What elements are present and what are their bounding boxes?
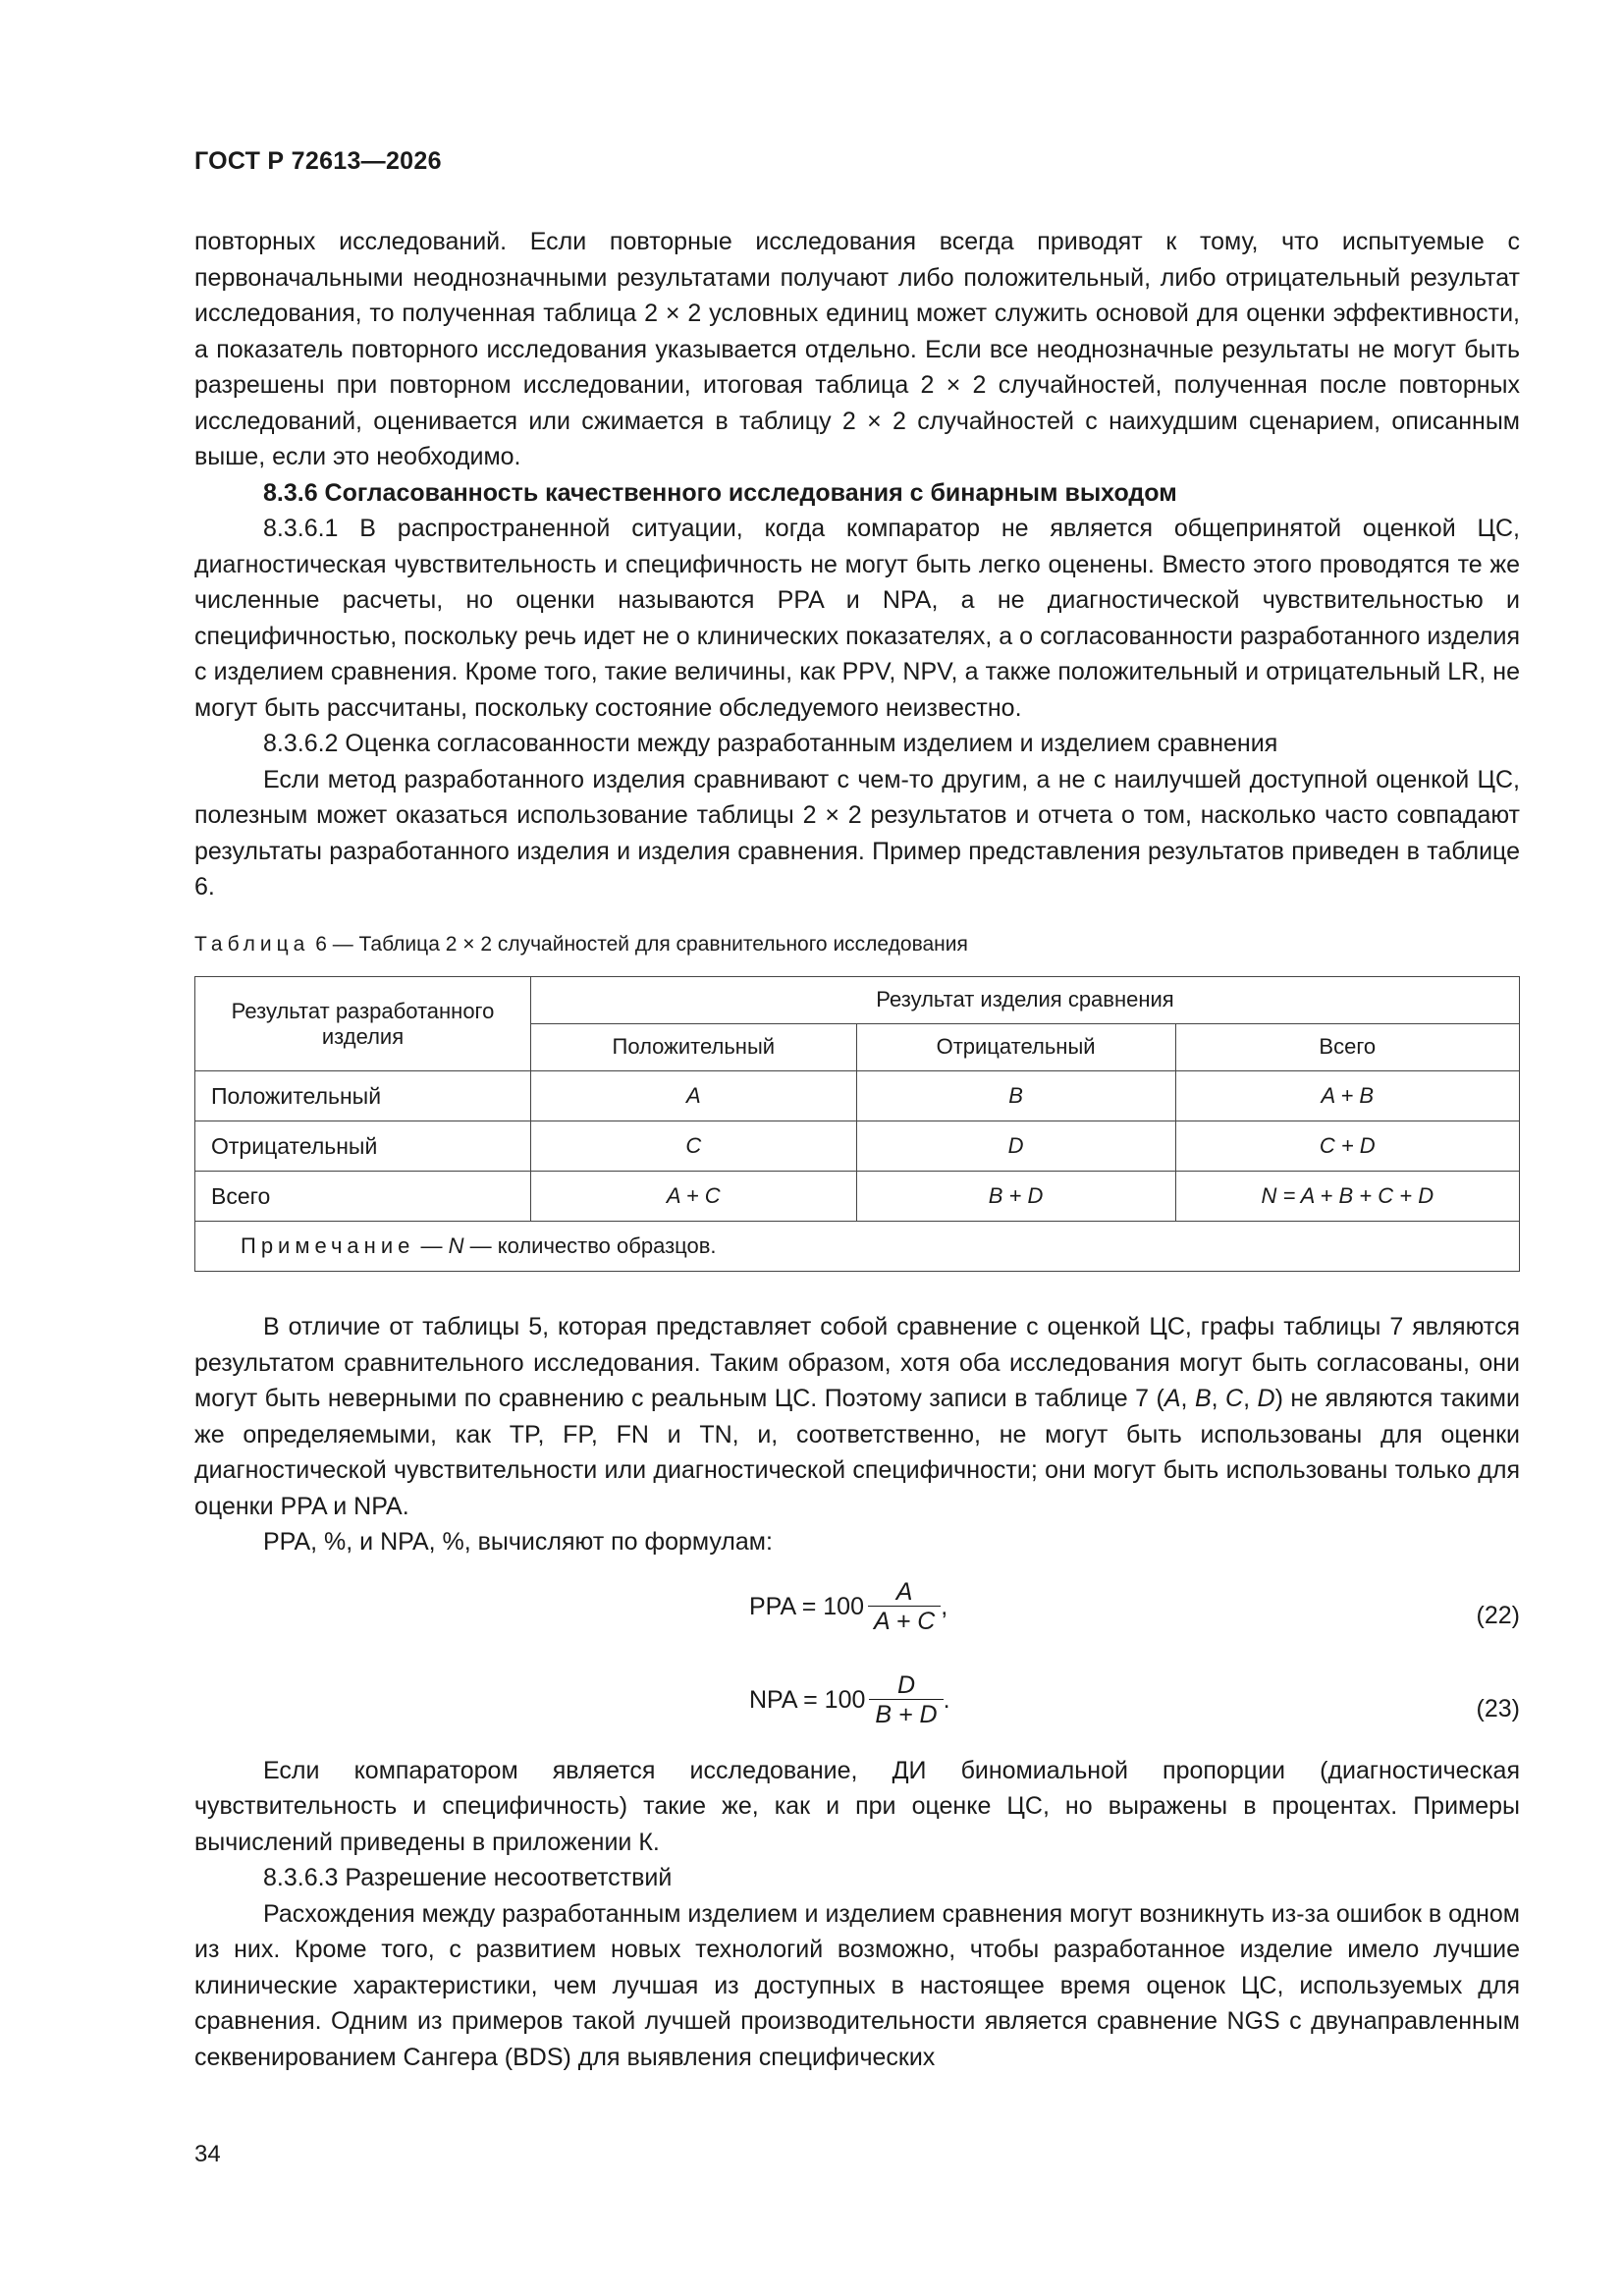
table-col-header-negative: Отрицательный bbox=[856, 1024, 1175, 1071]
formula-ppa bbox=[194, 1560, 1520, 1654]
paragraph-formulas-intro: PPA, %, и NPA, %, вычисляют по формулам: bbox=[263, 1528, 773, 1556]
table-note-text: — количество образцов. bbox=[463, 1232, 717, 1258]
table-cell: N = A + B + C + D bbox=[1175, 1172, 1519, 1222]
contingency-table bbox=[194, 976, 1520, 1272]
formula-number: (23) bbox=[1476, 1694, 1520, 1722]
paragraph-8-3-6-2: Если метод разработанного изделия сравнивают с чем-то другим, а не с наилучшей доступной оценкой ЦС, полезным может оказаться использование таблицы 2 × 2 результатов и отчета о том, насколько часто совпадают результаты разработанного изделия и изделия сравнения. Пример представления результатов приведен в таблице 6. bbox=[194, 765, 1520, 901]
formula-lhs: PPA = 100 bbox=[749, 1592, 864, 1620]
table-col-header-total: Всего bbox=[1175, 1024, 1519, 1071]
document-code-header: ГОСТ Р 72613—2026 bbox=[194, 147, 442, 175]
formula-fraction bbox=[868, 1578, 941, 1636]
formula-denominator: A + C bbox=[868, 1606, 941, 1636]
formula-tail: , bbox=[941, 1592, 948, 1620]
page-body bbox=[194, 224, 1520, 2075]
section-heading-8-3-6: 8.3.6 Согласованность качественного исследования с бинарным выходом bbox=[263, 478, 1177, 507]
table-row-label: Всего bbox=[195, 1172, 531, 1222]
paragraph: повторных исследований. Если повторные исследования всегда приводят к тому, что испытуемые с первоначальными неоднозначными результатами получают либо положительный, либо отрицательный результат исследования, то полученная таблица 2 × 2 условных единиц может служить основой для оценки эффективности, а показатель повторного исследования указывается отдельно. Если все неоднозначные результаты не могут быть разрешены при повторном исследовании, итоговая таблица 2 × 2 случайностей, полученная после повторных исследований, оценивается или сжимается в таблицу 2 × 2 случайностей с наихудшим сценарием, описанным выше, если это необходимо. bbox=[194, 228, 1520, 470]
table-cell: B + D bbox=[856, 1172, 1175, 1222]
formula-lhs: NPA = 100 bbox=[749, 1685, 866, 1714]
table-col-header-positive: Положительный bbox=[531, 1024, 857, 1071]
paragraph-comparator: Если компаратором является исследование, ДИ биномиальной пропорции (диагностическая чувствительность и специфичность) такие же, как и при оценке ЦС, но выражены в процентах. Примеры вычислений приведены в приложении К. bbox=[194, 1756, 1520, 1856]
table-row bbox=[195, 1121, 1520, 1172]
table-note-var: N bbox=[448, 1232, 464, 1258]
table-cell: A + C bbox=[531, 1172, 857, 1222]
table-row bbox=[195, 1071, 1520, 1121]
paragraph-table-comparison: В отличие от таблицы 5, которая представляет собой сравнение с оценкой ЦС, графы таблицы 7 являются результатом сравнительного исследования. Таким образом, хотя оба исследования могут быть согласованы, они могут быть неверными по сравнению с реальным ЦС. Поэтому записи в таблице 7 (A, B, C, D) не являются такими же определяемыми, как TP, FP, FN и TN, и, соответственно, не могут быть использованы для оценки диагностической чувствительности или диагностической специфичности; они могут быть использованы только для оценки PPA и NPA. bbox=[194, 1313, 1520, 1520]
table-caption-text: 6 — Таблица 2 × 2 случайностей для сравнительного исследования bbox=[315, 932, 968, 956]
table-column-group-header: Результат изделия сравнения bbox=[531, 977, 1520, 1024]
table-row-label: Положительный bbox=[195, 1071, 531, 1121]
table-row bbox=[195, 1172, 1520, 1222]
formula-denominator: B + D bbox=[869, 1699, 943, 1729]
paragraph-8-3-6-2-title: 8.3.6.2 Оценка согласованности между разработанным изделием и изделием сравнения bbox=[263, 730, 1278, 757]
formula-number: (22) bbox=[1476, 1601, 1520, 1629]
table-cell: B bbox=[856, 1071, 1175, 1121]
table-caption bbox=[194, 927, 1520, 963]
table-row-header: Результат разработанного изделия bbox=[195, 977, 531, 1071]
formula-numerator: D bbox=[896, 1670, 916, 1699]
paragraph-8-3-6-3: Расхождения между разработанным изделием и изделием сравнения могут возникнуть из-за ошибок в одном из них. Кроме того, с развитием новых технологий возможно, чтобы разработанное изделие имело лучшие клинические характеристики, чем лучшая из доступных в настоящее время оценок ЦС, используемых для сравнения. Одним из примеров такой лучшей производительности является сравнение NGS с двунаправленным секвенированием Сангера (BDS) для выявления специфических bbox=[194, 1899, 1520, 2071]
formula-npa bbox=[194, 1654, 1520, 1747]
formula-tail: . bbox=[943, 1685, 950, 1714]
table-cell: A + B bbox=[1175, 1071, 1519, 1121]
page-number: 34 bbox=[194, 2141, 221, 2167]
table-note bbox=[195, 1222, 1520, 1272]
formula-fraction bbox=[869, 1671, 943, 1729]
table-cell: A bbox=[531, 1071, 857, 1121]
table-note-word: Примечание bbox=[241, 1232, 415, 1258]
formula-numerator: A bbox=[895, 1577, 913, 1606]
table-cell: C + D bbox=[1175, 1121, 1519, 1172]
table-caption-word: Таблица bbox=[194, 932, 310, 956]
table-cell: D bbox=[856, 1121, 1175, 1172]
table-note-dash: — bbox=[414, 1232, 449, 1258]
table-row-label: Отрицательный bbox=[195, 1121, 531, 1172]
paragraph-8-3-6-3-title: 8.3.6.3 Разрешение несоответствий bbox=[263, 1864, 673, 1891]
paragraph-8-3-6-1: 8.3.6.1 В распространенной ситуации, когда компаратор не является общепринятой оценкой ЦС, диагностическая чувствительность и специфичность не могут быть легко оценены. Вместо этого проводятся те же численные расчеты, но оценки называются PPA и NPA, а не диагностической чувствительностью и специфичностью, поскольку речь идет не о клинических показателях, а о согласованности разработанного изделия с изделием сравнения. Кроме того, такие величины, как PPV, NPV, а также положительный и отрицательный LR, не могут быть рассчитаны, поскольку состояние обследуемого неизвестно. bbox=[194, 515, 1520, 722]
table-cell: C bbox=[531, 1121, 857, 1172]
